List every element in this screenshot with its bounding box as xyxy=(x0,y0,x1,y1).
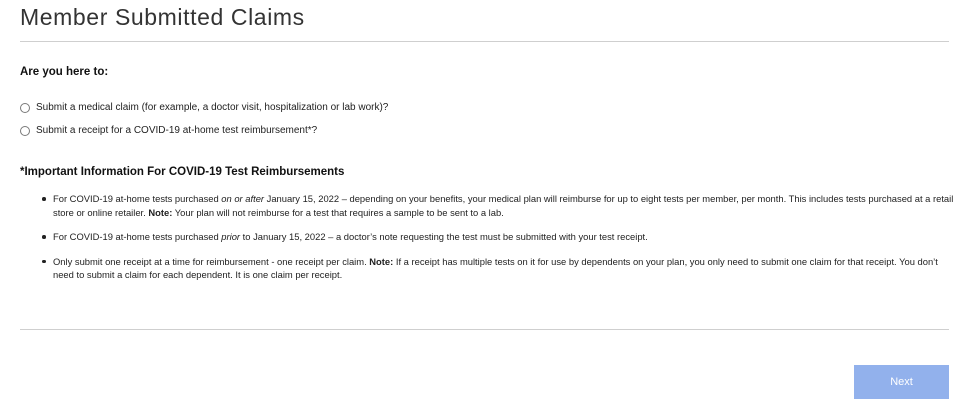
bullet2-text-c: to January 15, 2022 – a doctor’s note requesting the test must be submitted with your test receipt. xyxy=(240,231,648,242)
bullet1-text-e: Your plan will not reimburse for a test that requires a sample to be sent to a lab. xyxy=(172,206,504,218)
info-heading: *Important Information For COVID-19 Test Reimbursements xyxy=(20,166,345,178)
bullet1-text-b: on or after xyxy=(221,193,265,204)
question-label: Are you here to: xyxy=(20,66,109,78)
info-bullet-prior xyxy=(20,230,955,244)
bullet3-note-label: Note: xyxy=(369,255,394,267)
option-covid-test-receipt-label: Submit a receipt for a COVID-19 at-home test reimbursement*? xyxy=(36,125,318,136)
radio-medical-claim[interactable] xyxy=(20,103,30,113)
info-bullet-one-receipt xyxy=(20,255,955,282)
option-covid-test-receipt[interactable] xyxy=(20,125,317,136)
option-medical-claim-label: Submit a medical claim (for example, a doctor visit, hospitalization or lab work)? xyxy=(36,102,389,113)
bullet1-note-label: Note: xyxy=(148,206,173,218)
page-title: Member Submitted Claims xyxy=(20,4,305,30)
info-bullet-on-or-after xyxy=(20,192,955,219)
bullet1-text-c: January 15, 2022 – depending on your benefits, your medical plan will reimburse for up to eight tests per member, per month. This includes tests purchased at a retail store or online retailer. xyxy=(53,193,954,218)
bullet3-text-c: If a receipt has multiple tests on it for use by dependents on your plan, you only need to submit one claim for that receipt. You don’t need to submit a claim for each dependent. It is one claim per receipt. xyxy=(53,255,938,280)
footer-divider xyxy=(20,329,949,330)
next-button[interactable]: Next xyxy=(854,365,949,399)
bullet2-text-b: prior xyxy=(221,231,241,242)
option-medical-claim[interactable] xyxy=(20,102,388,113)
title-divider xyxy=(20,41,949,42)
bullet3-text-a: Only submit one receipt at a time for reimbursement - one receipt per claim. xyxy=(53,255,370,267)
bullet1-text-a: For COVID-19 at-home tests purchased xyxy=(53,193,222,204)
info-bullet-list xyxy=(20,192,955,293)
bullet2-text-a: For COVID-19 at-home tests purchased xyxy=(53,231,222,242)
radio-covid-test-receipt[interactable] xyxy=(20,126,30,136)
